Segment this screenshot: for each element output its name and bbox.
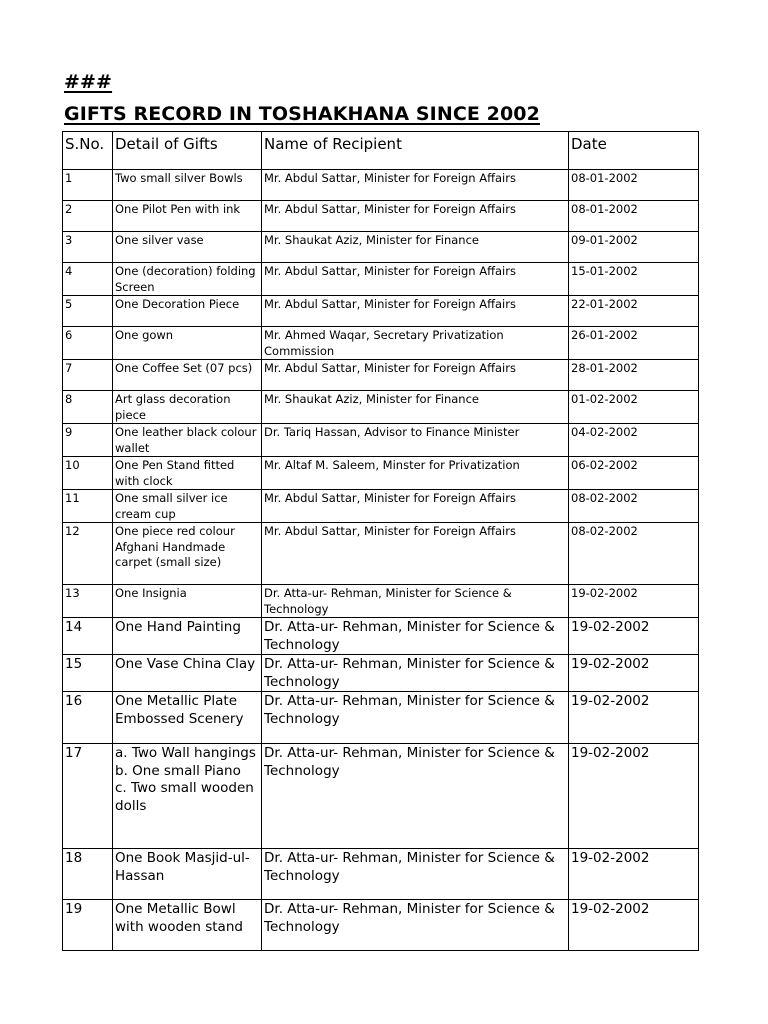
cell-recipient: Mr. Shaukat Aziz, Minister for Finance xyxy=(262,232,569,263)
cell-detail: Art glass decoration piece xyxy=(113,391,262,424)
cell-recipient: Dr. Atta-ur- Rehman, Minister for Science & Technology xyxy=(262,849,569,900)
table-body xyxy=(63,170,699,951)
table-row xyxy=(63,232,699,263)
cell-detail: One Pilot Pen with ink xyxy=(113,201,262,232)
cell-sno: 8 xyxy=(63,391,113,424)
cell-recipient: Mr. Abdul Sattar, Minister for Foreign Affairs xyxy=(262,263,569,296)
cell-sno: 17 xyxy=(63,744,113,849)
cell-recipient: Mr. Abdul Sattar, Minister for Foreign Affairs xyxy=(262,296,569,327)
table-row xyxy=(63,201,699,232)
cell-date: 01-02-2002 xyxy=(569,391,699,424)
cell-detail: One gown xyxy=(113,327,262,360)
cell-date: 26-01-2002 xyxy=(569,327,699,360)
table-row xyxy=(63,170,699,201)
cell-detail: One Pen Stand fitted with clock xyxy=(113,457,262,490)
cell-sno: 19 xyxy=(63,900,113,951)
gift-item-line: a. Two Wall hangings xyxy=(115,745,256,761)
cell-sno: 9 xyxy=(63,424,113,457)
cell-detail: One Book Masjid-ul- Hassan xyxy=(113,849,262,900)
table-row xyxy=(63,585,699,618)
cell-sno: 11 xyxy=(63,490,113,523)
cell-detail: One Decoration Piece xyxy=(113,296,262,327)
table-row xyxy=(63,391,699,424)
cell-date: 22-01-2002 xyxy=(569,296,699,327)
table-row xyxy=(63,523,699,585)
cell-recipient: Dr. Atta-ur- Rehman, Minister for Science & Technology xyxy=(262,744,569,849)
cell-date: 08-01-2002 xyxy=(569,170,699,201)
cell-date: 19-02-2002 xyxy=(569,692,699,744)
cell-sno: 18 xyxy=(63,849,113,900)
table-row xyxy=(63,296,699,327)
cell-detail: Two small silver Bowls xyxy=(113,170,262,201)
cell-detail: One Insignia xyxy=(113,585,262,618)
table-row xyxy=(63,618,699,655)
cell-date: 08-02-2002 xyxy=(569,523,699,585)
table-row xyxy=(63,490,699,523)
header-detail: Detail of Gifts xyxy=(113,132,262,170)
cell-detail: One Metallic Bowl with wooden stand xyxy=(113,900,262,951)
cell-detail: One Coffee Set (07 pcs) xyxy=(113,360,262,391)
table-row xyxy=(63,327,699,360)
cell-date: 04-02-2002 xyxy=(569,424,699,457)
table-row xyxy=(63,263,699,296)
gift-item-line: c. Two small wooden dolls xyxy=(115,780,254,814)
cell-sno: 7 xyxy=(63,360,113,391)
cell-date: 19-02-2002 xyxy=(569,655,699,692)
table-row xyxy=(63,457,699,490)
cell-recipient: Dr. Atta-ur- Rehman, Minister for Science & Technology xyxy=(262,618,569,655)
cell-date: 19-02-2002 xyxy=(569,849,699,900)
cell-date: 19-02-2002 xyxy=(569,900,699,951)
cell-detail: One silver vase xyxy=(113,232,262,263)
cell-recipient: Mr. Abdul Sattar, Minister for Foreign Affairs xyxy=(262,170,569,201)
cell-recipient: Mr. Abdul Sattar, Minister for Foreign Affairs xyxy=(262,201,569,232)
cell-sno: 13 xyxy=(63,585,113,618)
cell-recipient: Dr. Atta-ur- Rehman, Minister for Science & Technology xyxy=(262,655,569,692)
cell-recipient: Dr. Atta-ur- Rehman, Minister for Science & Technology xyxy=(262,900,569,951)
cell-detail: One Metallic Plate Embossed Scenery xyxy=(113,692,262,744)
cell-date: 15-01-2002 xyxy=(569,263,699,296)
table-row xyxy=(63,655,699,692)
gifts-table xyxy=(62,131,699,951)
section-marker: ### xyxy=(64,71,113,93)
cell-date: 19-02-2002 xyxy=(569,585,699,618)
document-title: GIFTS RECORD IN TOSHAKHANA SINCE 2002 xyxy=(64,103,540,125)
cell-date: 28-01-2002 xyxy=(569,360,699,391)
cell-sno: 5 xyxy=(63,296,113,327)
cell-recipient: Mr. Shaukat Aziz, Minister for Finance xyxy=(262,391,569,424)
cell-detail: One (decoration) folding Screen xyxy=(113,263,262,296)
cell-detail: One piece red colour Afghani Handmade carpet (small size) xyxy=(113,523,262,585)
table-row xyxy=(63,692,699,744)
cell-detail: One leather black colour wallet xyxy=(113,424,262,457)
cell-sno: 16 xyxy=(63,692,113,744)
cell-sno: 14 xyxy=(63,618,113,655)
cell-sno: 10 xyxy=(63,457,113,490)
header-date: Date xyxy=(569,132,699,170)
cell-detail: One small silver ice cream cup xyxy=(113,490,262,523)
table-row xyxy=(63,360,699,391)
cell-sno: 2 xyxy=(63,201,113,232)
cell-recipient: Dr. Tariq Hassan, Advisor to Finance Minister xyxy=(262,424,569,457)
cell-date: 09-01-2002 xyxy=(569,232,699,263)
cell-recipient: Dr. Atta-ur- Rehman, Minister for Science & Technology xyxy=(262,585,569,618)
cell-date: 06-02-2002 xyxy=(569,457,699,490)
cell-sno: 3 xyxy=(63,232,113,263)
table-row xyxy=(63,849,699,900)
cell-recipient: Mr. Ahmed Waqar, Secretary Privatization Commission xyxy=(262,327,569,360)
table-header-row xyxy=(63,132,699,170)
table-row xyxy=(63,424,699,457)
cell-date: 19-02-2002 xyxy=(569,618,699,655)
cell-sno: 1 xyxy=(63,170,113,201)
table-row xyxy=(63,744,699,849)
cell-recipient: Mr. Abdul Sattar, Minister for Foreign Affairs xyxy=(262,523,569,585)
cell-sno: 15 xyxy=(63,655,113,692)
cell-sno: 12 xyxy=(63,523,113,585)
cell-detail: One Vase China Clay xyxy=(113,655,262,692)
cell-recipient: Mr. Altaf M. Saleem, Minster for Privatization xyxy=(262,457,569,490)
header-recipient: Name of Recipient xyxy=(262,132,569,170)
cell-date: 08-02-2002 xyxy=(569,490,699,523)
cell-date: 19-02-2002 xyxy=(569,744,699,849)
header-sno: S.No. xyxy=(63,132,113,170)
cell-recipient: Mr. Abdul Sattar, Minister for Foreign Affairs xyxy=(262,360,569,391)
cell-recipient: Mr. Abdul Sattar, Minister for Foreign Affairs xyxy=(262,490,569,523)
cell-sno: 6 xyxy=(63,327,113,360)
cell-sno: 4 xyxy=(63,263,113,296)
table-row xyxy=(63,900,699,951)
cell-detail xyxy=(113,744,262,849)
cell-recipient: Dr. Atta-ur- Rehman, Minister for Science & Technology xyxy=(262,692,569,744)
cell-detail: One Hand Painting xyxy=(113,618,262,655)
cell-date: 08-01-2002 xyxy=(569,201,699,232)
gift-item-line: b. One small Piano xyxy=(115,762,241,779)
